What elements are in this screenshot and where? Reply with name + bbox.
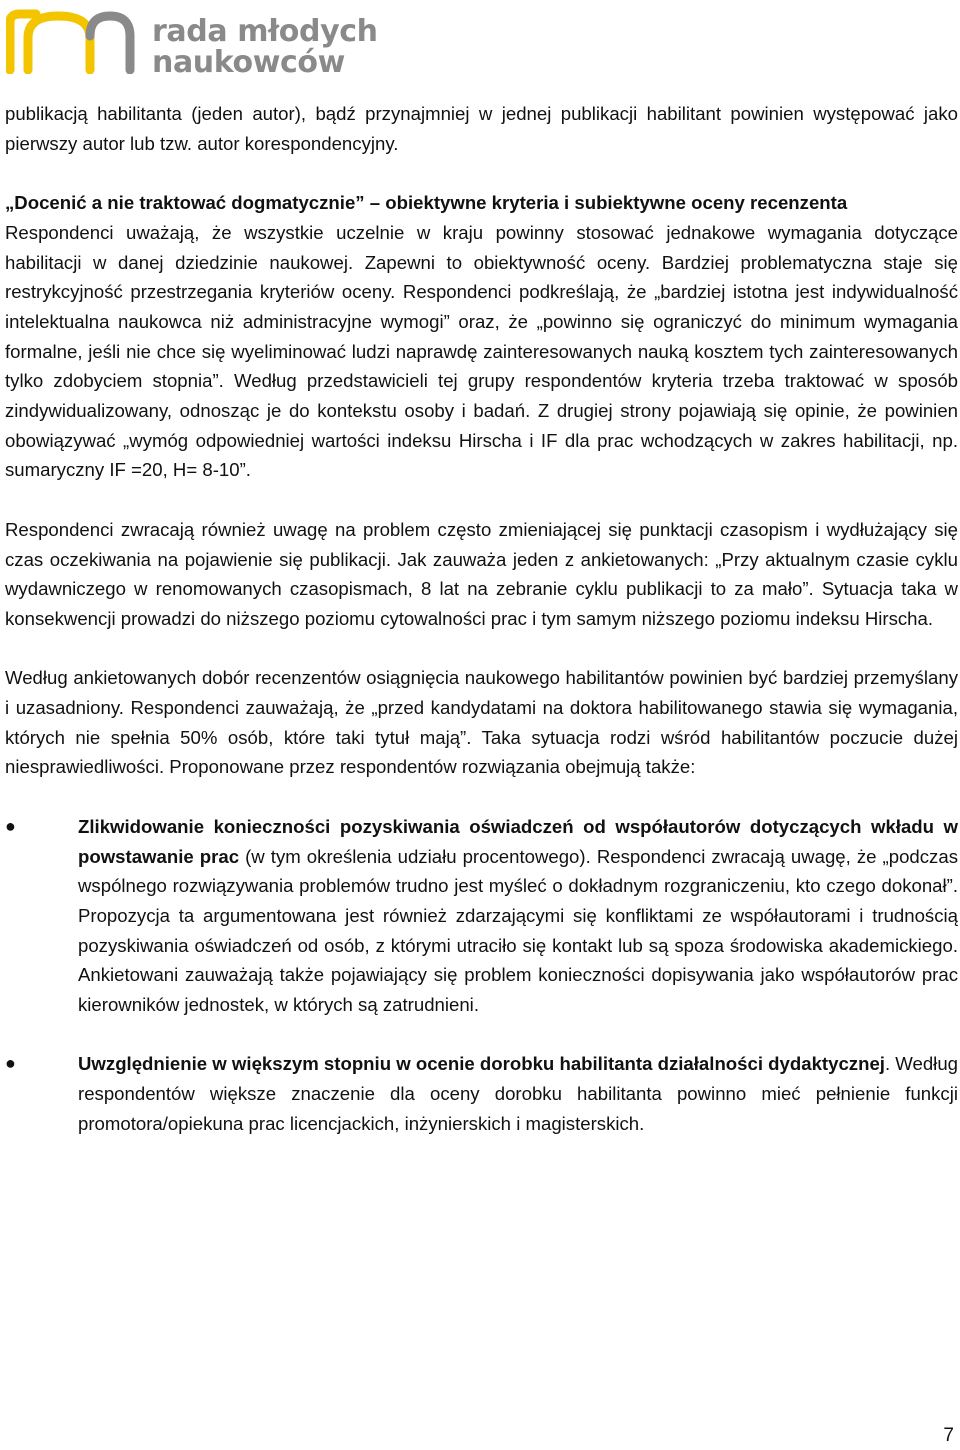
document-body xyxy=(5,99,958,1139)
paragraph-scoring: Respondenci zwracają również uwagę na problem często zmieniającej się punktacji czasopism i wydłużający się czas oczekiwania na pojawienie się publikacji. Jak zauważa jeden z ankietowanych: „Przy aktualnym czasie cyklu wydawniczego w renomowanych czasopismach, 8 lat na zebranie cyklu publikacji to za mało”. Sytuacja taka w konsekwencji prowadzi do niższego poziomu cytowalności prac i tym samym niższego poziomu indeksu Hirscha. xyxy=(5,518,958,629)
page-number: 7 xyxy=(943,1425,954,1446)
bullet-icon: ● xyxy=(5,815,16,836)
list-item xyxy=(5,1049,958,1138)
paragraph-respondents: Respondenci uważają, że wszystkie uczelnie w kraju powinny stosować jednakowe wymagania dotyczące habilitacji w danej dziedzinie naukowej. Zapewni to obiektywność oceny. Bardziej problematyczna staje się restrykcyjność przestrzegania kryteriów oceny. Respondenci podkreślają, że „bardziej istotna jest indywidualność intelektualna naukowca niż administracyjne wymogi” oraz, że „powinno się ograniczyć do minimum wymagania formalne, jeśli nie chce się wyeliminować ludzi naprawdę zainteresowanych nauką kosztem tych zainteresowanych tylko zdobyciem stopnia”. Według przedstawicieli tej grupy respondentów kryteria trzeba traktować w sposób zindywidualizowany, odnosząc je do kontekstu osoby i badań. Z drugiej strony pojawiają się opinie, że powinien obowiązywać „wymóg odpowiedniej wartości indeksu Hirscha i IF dla prac wchodzących w zakres habilitacji, np. sumaryczny IF =20, H= 8-10”. xyxy=(5,221,958,481)
logo-wordmark xyxy=(152,16,378,78)
logo-line-2: naukowców xyxy=(152,45,345,80)
paragraph-reviewers: Według ankietowanych dobór recenzentów osiągnięcia naukowego habilitantów powinien być bardziej przemyślany i uzasadniony. Respondenci zauważają, że „przed kandydatami na doktora habilitowanego stawia się wymagania, których nie spełnia 50% osób, które taki tytuł mają”. Taka sytuacja rodzi wśród habilitantów poczucie dużej niesprawiedliwości. Proponowane przez respondentów rozwiązania obejmują także: xyxy=(5,667,958,778)
logo-mark-icon xyxy=(6,8,136,74)
list-item-bold: Uwzględnienie w większym stopniu w ocenie dorobku habilitanta działalności dydaktycznej xyxy=(78,1053,885,1075)
list-item-bold: Zlikwidowanie konieczności pozyskiwania oświadczeń od współautorów dotyczących wkładu w powstawanie prac xyxy=(78,815,958,867)
list-item xyxy=(5,812,958,1020)
list-item-text: . Według respondentów większe znaczenie dla oceny dorobku habilitanta powinno mieć pełnienie funkcji promotora/opiekuna prac licencjackich, inżynierskich i magisterskich. xyxy=(78,1053,958,1134)
bullet-icon: ● xyxy=(5,1053,16,1074)
proposals-list xyxy=(5,812,958,1139)
logo xyxy=(6,8,386,78)
section-heading: „Docenić a nie traktować dogmatycznie” – obiektywne kryteria i subiektywne oceny recenzenta xyxy=(5,192,848,214)
logo-line-1: rada młodych xyxy=(152,14,378,49)
paragraph-intro: publikacją habilitanta (jeden autor), bądź przynajmniej w jednej publikacji habilitant powinien występować jako pierwszy autor lub tzw. autor korespondencyjny. xyxy=(5,103,958,154)
list-item-text: (w tym określenia udziału procentowego). Respondenci zwracają uwagę, że „podczas wspólnego rozwiązywania problemów trudno jest myśleć o dokładnym rozgraniczeniu, kto czego dokonał”. Propozycja ta argumentowana jest również zdarzającymi się konfliktami ze współautorami i trudnością pozyskiwania oświadczeń od osób, z którymi utraciło się kontakt lub są spoza środowiska akademickiego. Ankietowani zauważają także pojawiający się problem konieczności dopisywania jako współautorów prac kierowników jednostek, w których są zatrudnieni. xyxy=(78,845,958,1016)
